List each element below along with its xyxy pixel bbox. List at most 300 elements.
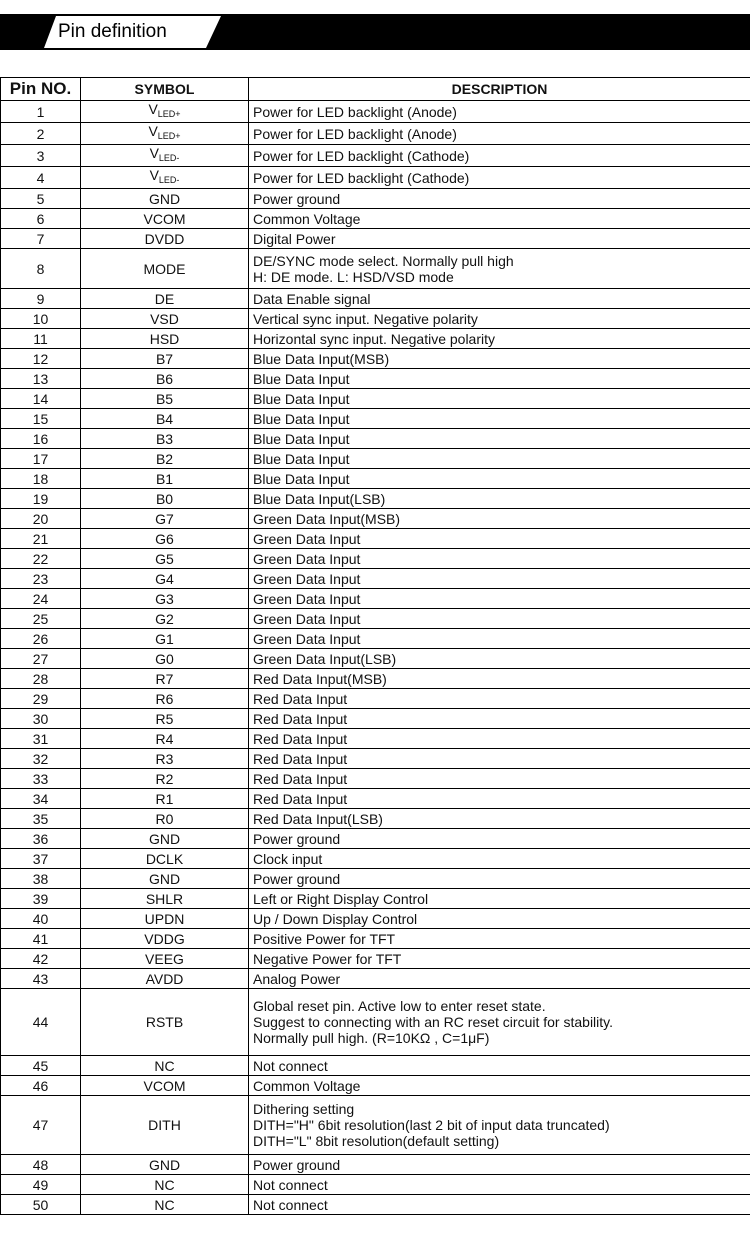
description-line: Red Data Input — [253, 790, 348, 807]
pin-number-cell: 28 — [1, 669, 81, 689]
description-cell — [249, 123, 750, 145]
description-cell — [249, 709, 750, 729]
symbol-text: V — [149, 167, 159, 183]
description-line: Data Enable signal — [253, 290, 371, 307]
symbol-text: R6 — [155, 690, 174, 707]
description-line: Green Data Input(LSB) — [253, 650, 397, 667]
description-cell — [249, 689, 750, 709]
description-line: Blue Data Input(MSB) — [253, 350, 390, 367]
symbol-text: GND — [148, 1156, 181, 1173]
description-cell — [249, 309, 750, 329]
symbol-cell — [81, 609, 249, 629]
table-row — [1, 389, 750, 409]
symbol-cell — [81, 409, 249, 429]
description-line: Up / Down Display Control — [253, 910, 418, 927]
table-row — [1, 289, 750, 309]
symbol-text: B1 — [155, 470, 174, 487]
table-row — [1, 569, 750, 589]
column-header-description: DESCRIPTION — [249, 78, 750, 101]
pin-number-cell: 48 — [1, 1155, 81, 1175]
pin-number-cell: 27 — [1, 649, 81, 669]
description-line: Green Data Input — [253, 610, 361, 627]
pin-number-cell: 23 — [1, 569, 81, 589]
symbol-text: B0 — [155, 490, 174, 507]
description-line: DE/SYNC mode select. Normally pull high — [253, 252, 514, 269]
symbol-text: B3 — [155, 430, 174, 447]
symbol-text: G7 — [155, 510, 174, 527]
description-line: Red Data Input — [253, 690, 348, 707]
symbol-cell — [81, 209, 249, 229]
description-cell — [249, 229, 750, 249]
table-row — [1, 549, 750, 569]
symbol-text: DCLK — [145, 850, 184, 867]
pin-number-cell: 41 — [1, 929, 81, 949]
symbol-text: NC — [154, 1196, 175, 1213]
table-row — [1, 949, 750, 969]
description-cell — [249, 589, 750, 609]
pin-number-cell: 3 — [1, 145, 81, 167]
pin-number-cell: 29 — [1, 689, 81, 709]
symbol-text: HSD — [149, 330, 180, 347]
pin-number-cell: 42 — [1, 949, 81, 969]
table-row — [1, 709, 750, 729]
pin-number-cell: 36 — [1, 829, 81, 849]
symbol-cell — [81, 369, 249, 389]
table-row — [1, 1175, 750, 1195]
table-row — [1, 529, 750, 549]
description-line: Clock input — [253, 850, 323, 867]
pin-number-cell: 50 — [1, 1195, 81, 1215]
description-line: Common Voltage — [253, 1077, 361, 1094]
symbol-text: G3 — [155, 590, 174, 607]
symbol-text: VEEG — [145, 950, 184, 967]
section-header — [0, 14, 750, 50]
symbol-cell — [81, 249, 249, 289]
description-cell — [249, 889, 750, 909]
pin-number-cell: 33 — [1, 769, 81, 789]
symbol-cell — [81, 589, 249, 609]
table-row — [1, 249, 750, 289]
symbol-cell — [81, 1076, 249, 1096]
symbol-cell — [81, 869, 249, 889]
description-cell — [249, 389, 750, 409]
table-body — [1, 101, 750, 1215]
symbol-cell — [81, 1155, 249, 1175]
description-cell — [249, 989, 750, 1056]
table-row — [1, 1056, 750, 1076]
description-cell — [249, 749, 750, 769]
symbol-cell — [81, 789, 249, 809]
table-row — [1, 369, 750, 389]
table-row — [1, 1195, 750, 1215]
symbol-text: VSD — [150, 310, 179, 327]
table-header-row — [1, 78, 750, 101]
symbol-cell — [81, 669, 249, 689]
description-line: Power for LED backlight (Cathode) — [253, 169, 470, 186]
symbol-text: SHLR — [145, 890, 184, 907]
symbol-cell — [81, 949, 249, 969]
symbol-cell — [81, 429, 249, 449]
description-cell — [249, 629, 750, 649]
symbol-cell — [81, 689, 249, 709]
symbol-cell — [81, 449, 249, 469]
pin-number-cell: 9 — [1, 289, 81, 309]
symbol-cell — [81, 145, 249, 167]
symbol-cell — [81, 469, 249, 489]
symbol-text: VCOM — [143, 210, 186, 227]
table-row — [1, 649, 750, 669]
pin-number-cell: 10 — [1, 309, 81, 329]
description-line: Green Data Input(MSB) — [253, 510, 401, 527]
symbol-subscript: LED- — [158, 175, 180, 185]
description-cell — [249, 289, 750, 309]
symbol-text: B5 — [155, 390, 174, 407]
symbol-cell — [81, 549, 249, 569]
description-line: Blue Data Input(LSB) — [253, 490, 386, 507]
table-row — [1, 769, 750, 789]
symbol-cell — [81, 769, 249, 789]
description-line: Power for LED backlight (Cathode) — [253, 147, 470, 164]
pin-number-cell: 40 — [1, 909, 81, 929]
description-line: Digital Power — [253, 230, 336, 247]
pin-number-cell: 6 — [1, 209, 81, 229]
symbol-text: VCOM — [143, 1077, 186, 1094]
symbol-cell — [81, 1175, 249, 1195]
pin-number-cell: 5 — [1, 189, 81, 209]
symbol-text: V — [149, 145, 159, 161]
symbol-text: R1 — [155, 790, 174, 807]
description-line: Red Data Input(MSB) — [253, 670, 387, 687]
symbol-text: NC — [154, 1057, 175, 1074]
symbol-cell — [81, 749, 249, 769]
symbol-text: GND — [148, 190, 181, 207]
pin-number-cell: 24 — [1, 589, 81, 609]
pin-number-cell: 4 — [1, 167, 81, 189]
symbol-text: VDDG — [144, 930, 185, 947]
description-line: DITH="L" 8bit resolution(default setting) — [253, 1133, 500, 1149]
symbol-cell — [81, 309, 249, 329]
pin-number-cell: 49 — [1, 1175, 81, 1195]
description-line: Horizontal sync input. Negative polarity — [253, 330, 496, 347]
symbol-cell — [81, 629, 249, 649]
symbol-text: G0 — [155, 650, 174, 667]
description-cell — [249, 509, 750, 529]
table-row — [1, 409, 750, 429]
pin-number-cell: 14 — [1, 389, 81, 409]
description-line: Power ground — [253, 870, 341, 887]
description-line: Vertical sync input. Negative polarity — [253, 310, 478, 327]
pin-number-cell: 17 — [1, 449, 81, 469]
symbol-text: V — [148, 101, 158, 117]
description-cell — [249, 829, 750, 849]
symbol-subscript: LED+ — [157, 109, 181, 119]
description-cell — [249, 929, 750, 949]
symbol-text: V — [148, 123, 158, 139]
symbol-text: RSTB — [145, 1014, 184, 1030]
pin-number-cell: 8 — [1, 249, 81, 289]
symbol-cell — [81, 709, 249, 729]
description-cell — [249, 469, 750, 489]
symbol-text: DITH — [148, 1117, 181, 1133]
description-line: Dithering setting — [253, 1101, 355, 1117]
description-cell — [249, 649, 750, 669]
symbol-cell — [81, 329, 249, 349]
description-cell — [249, 969, 750, 989]
table-row — [1, 429, 750, 449]
table-row — [1, 809, 750, 829]
table-row — [1, 123, 750, 145]
description-line: Blue Data Input — [253, 390, 350, 407]
symbol-cell — [81, 529, 249, 549]
pin-number-cell: 45 — [1, 1056, 81, 1076]
description-cell — [249, 1096, 750, 1155]
pin-number-cell: 2 — [1, 123, 81, 145]
column-header-pin-no: Pin NO. — [1, 78, 81, 101]
symbol-text: G2 — [155, 610, 174, 627]
symbol-text: DVDD — [144, 230, 185, 247]
table-row — [1, 789, 750, 809]
table-row — [1, 669, 750, 689]
description-cell — [249, 101, 750, 123]
pin-number-cell: 22 — [1, 549, 81, 569]
description-cell — [249, 869, 750, 889]
description-cell — [249, 569, 750, 589]
description-line: Not connect — [253, 1057, 328, 1074]
table-row — [1, 167, 750, 189]
table-row — [1, 869, 750, 889]
description-line: Power ground — [253, 190, 341, 207]
symbol-cell — [81, 229, 249, 249]
table-row — [1, 509, 750, 529]
description-cell — [249, 167, 750, 189]
pin-number-cell: 31 — [1, 729, 81, 749]
table-row — [1, 609, 750, 629]
symbol-subscript: LED+ — [157, 131, 181, 141]
description-line: Red Data Input — [253, 750, 348, 767]
symbol-text: DE — [154, 290, 175, 307]
table-row — [1, 1155, 750, 1175]
table-row — [1, 989, 750, 1056]
table-row — [1, 929, 750, 949]
description-cell — [249, 409, 750, 429]
table-row — [1, 889, 750, 909]
description-cell — [249, 369, 750, 389]
description-line: Left or Right Display Control — [253, 890, 429, 907]
symbol-cell — [81, 729, 249, 749]
description-cell — [249, 209, 750, 229]
description-cell — [249, 529, 750, 549]
description-line: Green Data Input — [253, 570, 361, 587]
symbol-text: B4 — [155, 410, 174, 427]
symbol-text: GND — [148, 830, 181, 847]
section-title: Pin definition — [58, 21, 167, 42]
symbol-cell — [81, 189, 249, 209]
description-line: Red Data Input — [253, 730, 348, 747]
symbol-text: GND — [148, 870, 181, 887]
table-row — [1, 969, 750, 989]
pin-number-cell: 18 — [1, 469, 81, 489]
description-cell — [249, 809, 750, 829]
symbol-text: R3 — [155, 750, 174, 767]
description-cell — [249, 609, 750, 629]
table-row — [1, 309, 750, 329]
pin-number-cell: 39 — [1, 889, 81, 909]
table-row — [1, 1076, 750, 1096]
description-line: Blue Data Input — [253, 470, 350, 487]
symbol-text: AVDD — [145, 970, 184, 987]
table-row — [1, 229, 750, 249]
symbol-cell — [81, 989, 249, 1056]
symbol-text: UPDN — [144, 910, 185, 927]
description-cell — [249, 1195, 750, 1215]
symbol-cell — [81, 1056, 249, 1076]
table-row — [1, 729, 750, 749]
table-row — [1, 489, 750, 509]
description-line: H: DE mode. L: HSD/VSD mode — [253, 268, 454, 285]
symbol-cell — [81, 1195, 249, 1215]
table-row — [1, 189, 750, 209]
description-cell — [249, 769, 750, 789]
description-line: Blue Data Input — [253, 430, 350, 447]
description-cell — [249, 1076, 750, 1096]
pin-number-cell: 44 — [1, 989, 81, 1056]
description-line: Common Voltage — [253, 210, 361, 227]
table-row — [1, 145, 750, 167]
pin-number-cell: 16 — [1, 429, 81, 449]
description-line: Analog Power — [253, 970, 341, 987]
symbol-text: R2 — [155, 770, 174, 787]
symbol-text: NC — [154, 1176, 175, 1193]
symbol-cell — [81, 909, 249, 929]
table-row — [1, 589, 750, 609]
symbol-cell — [81, 809, 249, 829]
symbol-cell — [81, 569, 249, 589]
description-cell — [249, 949, 750, 969]
description-cell — [249, 669, 750, 689]
symbol-cell — [81, 969, 249, 989]
table-row — [1, 689, 750, 709]
symbol-cell — [81, 509, 249, 529]
description-cell — [249, 429, 750, 449]
table-row — [1, 829, 750, 849]
table-row — [1, 749, 750, 769]
symbol-cell — [81, 389, 249, 409]
pin-definition-table — [0, 77, 750, 1215]
table-row — [1, 1096, 750, 1155]
table-row — [1, 849, 750, 869]
table-row — [1, 449, 750, 469]
symbol-cell — [81, 289, 249, 309]
description-line: Green Data Input — [253, 530, 361, 547]
pin-number-cell: 38 — [1, 869, 81, 889]
symbol-cell — [81, 123, 249, 145]
symbol-subscript: LED- — [158, 153, 180, 163]
symbol-cell — [81, 101, 249, 123]
symbol-text: B6 — [155, 370, 174, 387]
table-row — [1, 349, 750, 369]
description-line: Normally pull high. (R=10KΩ , C=1μF) — [253, 1030, 490, 1046]
symbol-text: R4 — [155, 730, 174, 747]
pin-number-cell: 15 — [1, 409, 81, 429]
description-line: Power for LED backlight (Anode) — [253, 125, 457, 142]
pin-number-cell: 35 — [1, 809, 81, 829]
description-cell — [249, 249, 750, 289]
column-header-symbol: SYMBOL — [81, 78, 249, 101]
symbol-text: R7 — [155, 670, 174, 687]
description-line: Green Data Input — [253, 630, 361, 647]
pin-number-cell: 13 — [1, 369, 81, 389]
description-line: Blue Data Input — [253, 450, 350, 467]
symbol-cell — [81, 829, 249, 849]
description-cell — [249, 145, 750, 167]
symbol-cell — [81, 1096, 249, 1155]
description-cell — [249, 849, 750, 869]
symbol-text: G5 — [155, 550, 174, 567]
pin-number-cell: 34 — [1, 789, 81, 809]
symbol-cell — [81, 849, 249, 869]
pin-number-cell: 1 — [1, 101, 81, 123]
pin-number-cell: 32 — [1, 749, 81, 769]
description-cell — [249, 1175, 750, 1195]
description-line: Power ground — [253, 830, 341, 847]
description-line: Suggest to connecting with an RC reset circuit for stability. — [253, 1014, 614, 1030]
description-cell — [249, 909, 750, 929]
symbol-text: G6 — [155, 530, 174, 547]
pin-number-cell: 20 — [1, 509, 81, 529]
description-cell — [249, 189, 750, 209]
pin-number-cell: 25 — [1, 609, 81, 629]
description-cell — [249, 789, 750, 809]
symbol-text: B7 — [155, 350, 174, 367]
symbol-text: R5 — [155, 710, 174, 727]
description-line: Not connect — [253, 1196, 328, 1213]
description-cell — [249, 489, 750, 509]
pin-number-cell: 19 — [1, 489, 81, 509]
description-line: Red Data Input(LSB) — [253, 810, 383, 827]
description-line: Red Data Input — [253, 710, 348, 727]
description-line: Blue Data Input — [253, 410, 350, 427]
symbol-cell — [81, 649, 249, 669]
pin-number-cell: 21 — [1, 529, 81, 549]
pin-number-cell: 37 — [1, 849, 81, 869]
symbol-cell — [81, 349, 249, 369]
table-row — [1, 101, 750, 123]
description-line: Blue Data Input — [253, 370, 350, 387]
description-cell — [249, 1155, 750, 1175]
description-line: Negative Power for TFT — [253, 950, 402, 967]
symbol-text: R0 — [155, 810, 174, 827]
description-line: Global reset pin. Active low to enter reset state. — [253, 998, 546, 1014]
description-line: Power ground — [253, 1156, 341, 1173]
description-line: Positive Power for TFT — [253, 930, 396, 947]
pin-number-cell: 11 — [1, 329, 81, 349]
description-cell — [249, 329, 750, 349]
symbol-text: MODE — [143, 260, 186, 277]
symbol-cell — [81, 929, 249, 949]
table-row — [1, 629, 750, 649]
description-line: DITH="H" 6bit resolution(last 2 bit of input data truncated) — [253, 1117, 610, 1133]
description-cell — [249, 549, 750, 569]
description-cell — [249, 1056, 750, 1076]
pin-number-cell: 30 — [1, 709, 81, 729]
description-cell — [249, 349, 750, 369]
pin-number-cell: 46 — [1, 1076, 81, 1096]
pin-number-cell: 7 — [1, 229, 81, 249]
symbol-text: G1 — [155, 630, 174, 647]
table-row — [1, 329, 750, 349]
pin-number-cell: 12 — [1, 349, 81, 369]
symbol-text: B2 — [155, 450, 174, 467]
